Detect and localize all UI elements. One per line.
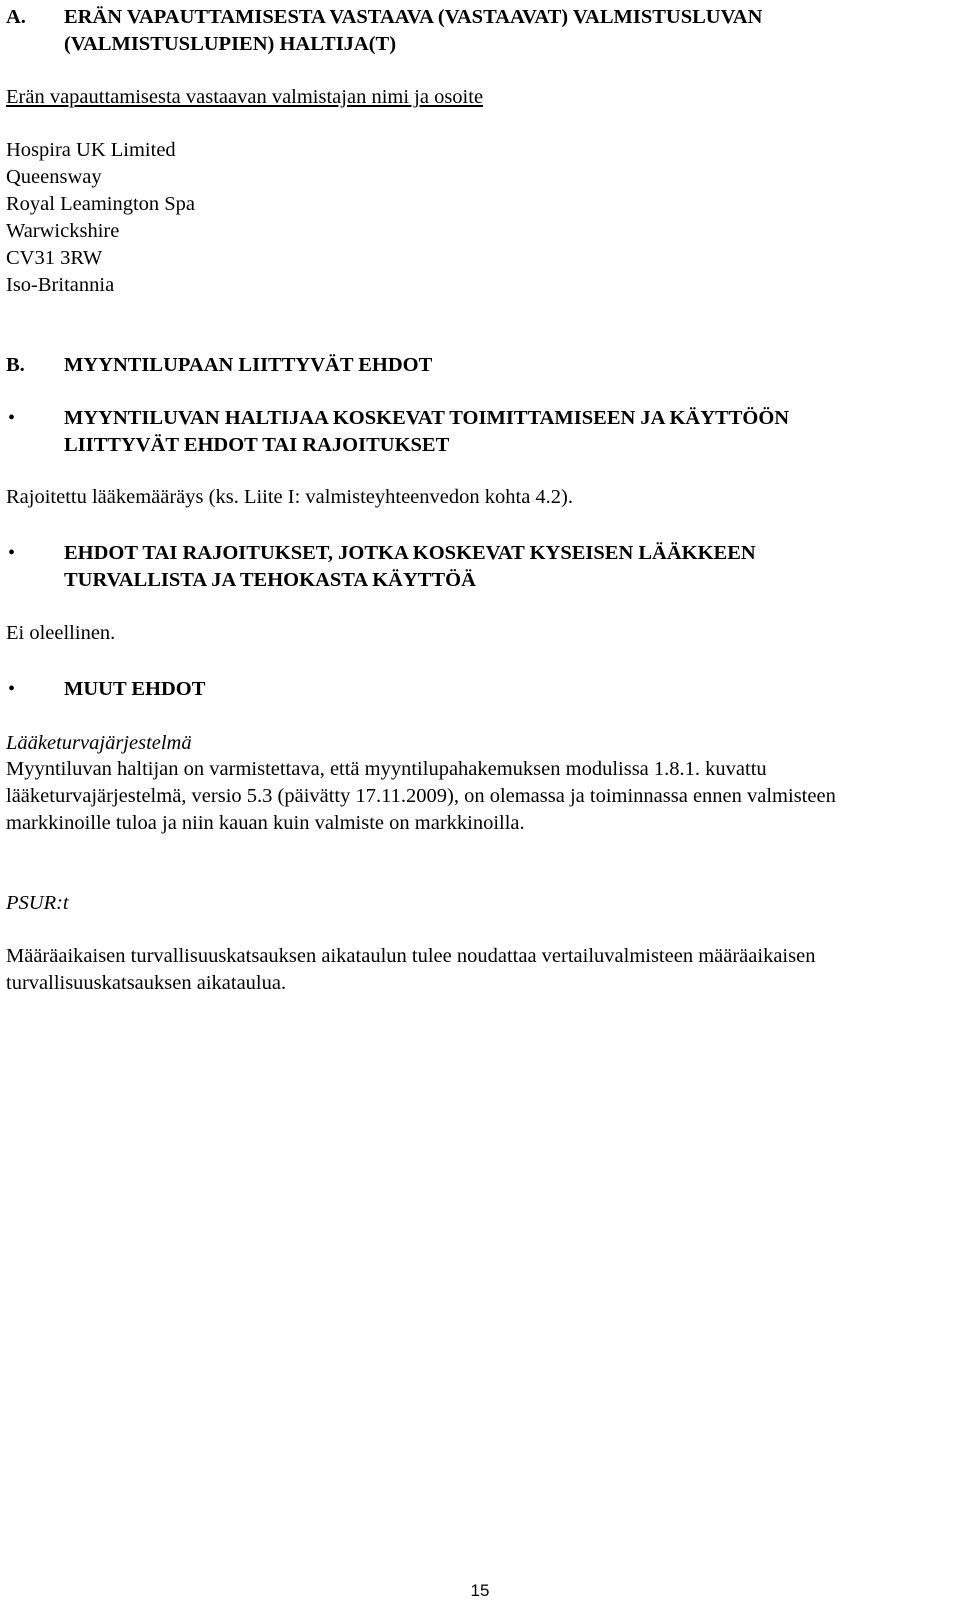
section-b-title: MYYNTILUPAAN LIITTYVÄT EHDOT	[64, 354, 433, 376]
address-line: CV31 3RW	[6, 247, 103, 269]
bullet-icon: •	[8, 678, 16, 700]
page-number: 15	[470, 1581, 490, 1600]
manufacturer-heading: Erän vapauttamisesta vastaavan valmistajan nimi ja osoite	[6, 86, 484, 108]
bullet1-title-line2: LIITTYVÄT EHDOT TAI RAJOITUKSET	[64, 434, 450, 456]
bullet2-text: Ei oleellinen.	[6, 622, 116, 644]
bullet1-title-line1: MYYNTILUVAN HALTIJAA KOSKEVAT TOIMITTAMISEEN JA KÄYTTÖÖN	[64, 407, 790, 429]
bullet3-title: MUUT EHDOT	[64, 678, 206, 700]
bullet1-text: Rajoitettu lääkemääräys (ks. Liite I: valmisteyhteenvedon kohta 4.2).	[6, 486, 573, 508]
bullet-icon: •	[8, 542, 16, 564]
pharmacovigilance-line: markkinoille tuloa ja niin kauan kuin valmiste on markkinoilla.	[6, 812, 525, 834]
address-line: Hospira UK Limited	[6, 139, 176, 161]
section-a-title-line2: (VALMISTUSLUPIEN) HALTIJA(T)	[64, 33, 397, 55]
pharmacovigilance-line: lääketurvajärjestelmä, versio 5.3 (päivätty 17.11.2009), on olemassa ja toiminnassa ennen valmisteen	[6, 785, 836, 807]
section-a-label: A.	[6, 6, 26, 28]
pharmacovigilance-line: Myyntiluvan haltijan on varmistettava, että myyntilupahakemuksen modulissa 1.8.1. kuvattu	[6, 758, 767, 780]
section-b-label: B.	[6, 354, 25, 376]
address-line: Warwickshire	[6, 220, 120, 242]
psur-heading: PSUR:t	[6, 892, 69, 914]
address-line: Royal Leamington Spa	[6, 193, 196, 215]
psur-line: Määräaikaisen turvallisuuskatsauksen aikataulun tulee noudattaa vertailuvalmisteen määräaikaisen	[6, 945, 816, 967]
bullet2-title-line2: TURVALLISTA JA TEHOKASTA KÄYTTÖÄ	[64, 569, 476, 591]
psur-line: turvallisuuskatsauksen aikataulua.	[6, 972, 287, 994]
address-line: Queensway	[6, 166, 102, 188]
address-line: Iso-Britannia	[6, 274, 115, 296]
section-a-title-line1: ERÄN VAPAUTTAMISESTA VASTAAVA (VASTAAVAT) VALMISTUSLUVAN	[64, 6, 763, 28]
bullet2-title-line1: EHDOT TAI RAJOITUKSET, JOTKA KOSKEVAT KYSEISEN LÄÄKKEEN	[64, 542, 756, 564]
bullet-icon: •	[8, 407, 16, 429]
pharmacovigilance-heading: Lääketurvajärjestelmä	[6, 732, 192, 754]
